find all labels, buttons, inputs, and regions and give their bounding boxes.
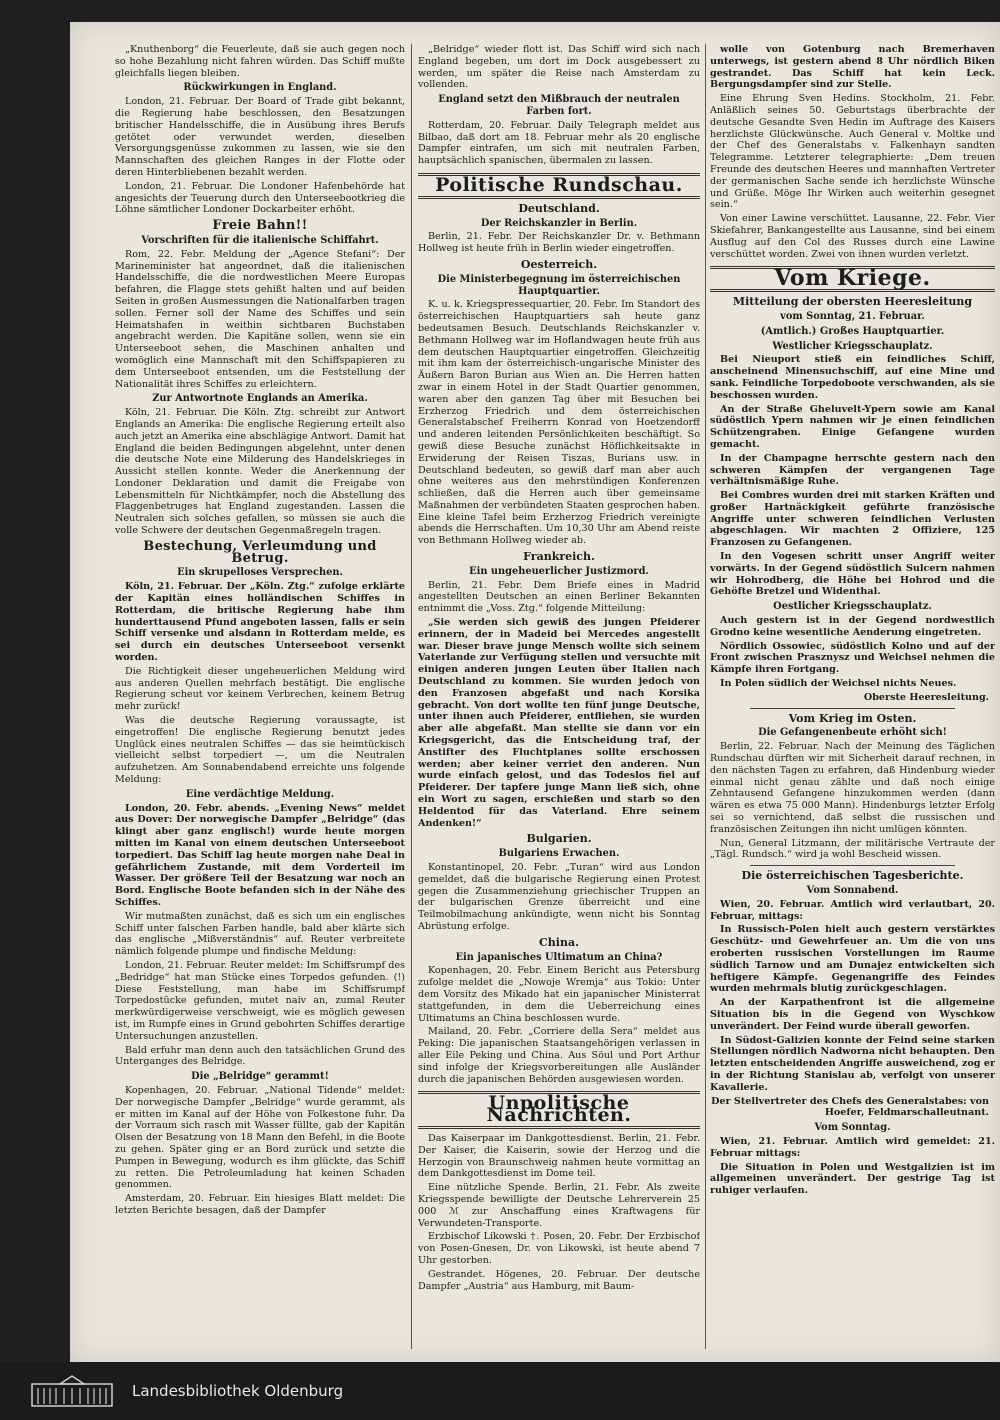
column-3 (710, 44, 995, 1349)
library-building-icon (30, 1374, 114, 1408)
article-subheading: Westlicher Kriegsschauplatz. (772, 340, 933, 352)
article-heading: Eine verdächtige Meldung. (185, 788, 335, 800)
country-heading: China. (539, 935, 579, 949)
article-paragraph: Erzbischof Likowski †. Posen, 20. Febr. Der Erzbischof von Posen-Gnesen, Dr. von Likowski, ist heute abend 7 Uhr gestorben. (418, 1231, 700, 1266)
article-paragraph: Auch gestern ist in der Gegend nordwestlich Grodno keine wesentliche Aenderung eingetreten. (710, 615, 995, 638)
article-paragraph: Das Kaiserpaar im Dankgottesdienst. Berlin, 21. Febr. Der Kaiser, die Kaiserin, sowie der Herzog und die Herzogin von Braunschweig nahmen heute vormittag an dem Dankgottesdienst im Dome teil. (418, 1132, 700, 1180)
article-paragraph: London, 21. Februar. Der Board of Trade gibt bekannt, die Regierung habe beschlossen, den Besatzungen britischer Handelsschiffe, die in Ausübung ihres Berufs getötet oder verwundet werden, dieselben Versorgungsgenüsse zukommen zu lassen, wie sie den Mannschaften des gleichen Ranges in der Flotte oder deren Hinterbliebenen bezahlt werden. (115, 96, 405, 178)
article-paragraph: In der Champagne herrschte gestern nach den schweren Kämpfen der vergangenen Tage verhältnismäßige Ruhe. (710, 452, 995, 488)
article-paragraph: Bei Nieuport stieß ein feindliches Schiff, anscheinend Minensuchschiff, auf eine Mine und sank. Feindliche Torpedoboote verschwanden, als sie beschossen wurden. (710, 354, 995, 401)
article-paragraph: Nun, General Litzmann, der militärische Vertraute der „Tägl. Rundsch.“ wird ja wohl Bescheid wissen. (710, 837, 995, 861)
article-heading: Der Reichskanzler in Berlin. (480, 217, 638, 229)
divider (750, 708, 955, 709)
column-rule (411, 44, 412, 1349)
article-paragraph: In Russisch-Polen hielt auch gestern verstärktes Geschütz- und Gewehrfeuer an. Um die von uns eroberten russischen Vorstellungen im Raume südlich Tarnow und am Dunajez entwickelten sich heftigere Kämpfe. Gegenangriffe des Feindes wurden mehrmals blutig zurückgeschlagen. (710, 924, 995, 995)
article-paragraph: Berlin, 21. Febr. Der Reichskanzler Dr. v. Bethmann Hollweg ist heute früh in Berlin wieder eingetroffen. (418, 231, 700, 255)
column-1 (115, 44, 405, 1349)
article-paragraph: „Knuthenborg“ die Feuerleute, daß sie auch gegen noch so hohe Bezahlung nicht fahren würden. Das Schiff mußte gleichfalls liegen bleiben. (115, 44, 405, 79)
article-paragraph: Konstantinopel, 20. Febr. „Turan“ wird aus London gemeldet, daß die bulgarische Regierung einen Protest gegen die Zusammenziehung griechischer Truppen an der bulgarischen Grenze überreicht und eine Teilmobilmachung ankündigte, wenn nicht bis Sonntag Abrüstung erfolge. (418, 862, 700, 932)
country-heading: Oesterreich. (520, 257, 598, 271)
article-paragraph: Was die deutsche Regierung voraussagte, ist eingetroffen! Die englische Regierung benutzt jedes Unglück eines neutralen Schiffes — das sie heimtückisch vielleicht selbst torpediert —, um die Neutralen aufzuhetzen. Am Sonnabendabend erreichte uns folgende Meldung: (115, 715, 405, 786)
library-footer (0, 1362, 1000, 1420)
country-heading: Deutschland. (518, 201, 600, 215)
column-2 (418, 44, 700, 1349)
article-heading: Ein ungeheuerlicher Justizmord. (469, 565, 649, 577)
article-paragraph: In Polen südlich der Weichsel nichts Neues. (720, 678, 957, 690)
article-paragraph: Eine nützliche Spende. Berlin, 21. Febr. Als zweite Kriegsspende bewilligte der Deutsche Lehrerverein 25 000 ℳ zur Anschaffung eines Kraftwagens für Verwundeten-Transporte. (418, 1182, 700, 1229)
article-paragraph: In den Vogesen schritt unser Angriff weiter vorwärts. In der Gegend südöstlich Sulcern nahmen wir Hohrodberg, die Höhe bei Hohrod und die Gehöfte Bretzel und Widenthal. (710, 551, 995, 598)
article-paragraph: wolle von Gotenburg nach Bremerhaven unterwegs, ist gestern abend 8 Uhr nördlich Biken gestrandet. Das Schiff hat kein Leck. Bergungsdampfer sind zur Stelle. (710, 44, 995, 91)
article-paragraph: Mailand, 20. Febr. „Corriere della Sera“ meldet aus Peking: Die japanischen Staatsangehörigen verlassen in aller Eile Peking und China. Aus Söul und Port Arthur sind infolge der Kriegsvorbereitungen alle Ausländer durch die japanischen Behörden ausgewiesen worden. (418, 1026, 700, 1085)
article-paragraph: Wien, 21. Februar. Amtlich wird gemeldet: 21. Februar mittags: (710, 1135, 995, 1159)
article-paragraph: Berlin, 21. Febr. Dem Briefe eines in Madrid angestellten Deutschen an einen Berliner Bekannten entnimmt die „Voss. Ztg.“ folgende Mitteilung: (418, 579, 700, 615)
article-subheading: Vom Sonnabend. (806, 885, 899, 896)
article-paragraph: Rotterdam, 20. Februar. Daily Telegraph meldet aus Bilbao, daß dort am 18. Februar mehr als 20 englische Dampfer eintrafen, um sich mit neutralen Farben, hauptsächlich spanischen, übermalen zu lassen. (418, 119, 700, 167)
article-heading: Rückwirkungen in England. (183, 82, 337, 94)
article-paragraph: Wien, 20. Februar. Amtlich wird verlautbart, 20. Februar, mittags: (710, 898, 995, 922)
article-subheading: (Amtlich.) Großes Hauptquartier. (760, 325, 945, 337)
library-name: Landesbibliothek Oldenburg (132, 1382, 344, 1400)
signature: Oberste Heeresleitung. (863, 691, 989, 703)
article-paragraph: An der Straße Gheluvelt-Ypern sowie am Kanal südöstlich Ypern nahmen wir je einen feindlichen Schützengraben. Einige Gefangene wurden gemacht. (710, 403, 995, 450)
article-paragraph: Bei Combres wurden drei mit starken Kräften und großer Hartnäckigkeit geführte französische Angriffe unter schweren feindlichen Verlusten abgeschlagen. Wir machten 2 Offiziere, 125 Franzosen zu Gefangenen. (710, 490, 995, 549)
section-banner: Unpolitische Nachrichten. (418, 1091, 700, 1129)
article-paragraph: Kopenhagen, 20. Februar. „National Tidende“ meldet: Der norwegische Dampfer „Belridge“ wurde gerammt, als er mitten im Kanal auf der Höhe von Folkestone fuhr. Da der Vorraum sich rasch mit Wasser füllte, gab der Kapitän Olsen der Besatzung von 18 Mann den Befehl, in die Boote zu gehen. Später ging er an Bord zurück und setzte die Pumpen in Bewegung, wodurch es ihm glückte, das Schiff zu retten. Die Petroleumladung hat keinen Schaden genommen. (115, 1084, 405, 1191)
article-paragraph: Köln, 21. Februar. Die Köln. Ztg. schreibt zur Antwort Englands an Amerika: Die englische Regierung erteilt also auch jetzt an Amerika eine abschlägige Antwort. Damit hat England die beiden Bedingungen abgelehnt, unter denen die deutsche Note eine Milderung des Handelskrieges in Aussicht stellen konnte. Weder die Anerkennung der Londoner Deklaration und damit die Freigabe von Lebensmitteln für Nichtkämpfer, noch die Abstellung des Flaggenbetruges hat England zugestanden. Lassen die Neutralen sich solches gefallen, so müssen sie auch die volle Schwere der deutschen Gegenmaßregeln tragen. (115, 407, 405, 537)
article-heading: Die österreichischen Tagesberichte. (741, 869, 964, 883)
article-heading: Vom Krieg im Osten. (788, 711, 917, 725)
article-heading: Bulgariens Erwachen. (498, 848, 620, 860)
article-paragraph: Eine Ehrung Sven Hedins. Stockholm, 21. Febr. Anläßlich seines 50. Geburtstags überbrachte der deutsche Gesandte Sven Hedin im Auftrage des Kaisers herzlichste Glückwünsche. Auch General v. Moltke und der Chef des Generalstabs v. Falkenhayn sandten Telegramme. Letzterer telegraphierte: „Dem treuen Freunde des deutschen Heeres und mannhaften Vertreter der germanischen Sache sende ich herzlichste Wünsche und Grüße. Möge Ihr Wirken auch weiterhin gesegnet sein.“ (710, 93, 995, 211)
article-heading: Mitteilung der obersten Heeresleitung (732, 295, 973, 309)
newspaper-page (70, 22, 1000, 1362)
article-paragraph: Die Situation in Polen und Westgalizien ist im allgemeinen unverändert. Der gestrige Tag ist ruhiger verlaufen. (710, 1161, 995, 1197)
article-paragraph: Von einer Lawine verschüttet. Lausanne, 22. Febr. Vier Skiefahrer, Bankangestellte aus Lausanne, sind bei einem Ausflug auf den Col des Russes durch eine Lawine verschüttet worden. Zwei von ihnen wurden verletzt. (710, 213, 995, 260)
article-heading: Vorschriften für die italienische Schiffahrt. (141, 234, 379, 246)
article-paragraph: Berlin, 22. Februar. Nach der Meinung des Täglichen Rundschau dürften wir mit Sicherheit darauf rechnen, in den nächsten Tagen zu erfahren, daß Hindenburg wieder einmal nicht genau zählte und daß noch einige Zehntausend Gefangene hinzukommen werden (dann wären es etwa 75 000 Mann). Hindenburgs letzter Erfolg sei so vernichtend, daß selbst die russischen und französischen Zeitungen ihn nicht umlügen könnten. (710, 741, 995, 835)
article-subheading: Vom Sonntag. (814, 1122, 891, 1134)
article-paragraph: Die Richtigkeit dieser ungeheuerlichen Meldung wird aus anderen Quellen mehrfach bestätigt. Die englische Regierung scheut vor keinem Verbrechen, keinem Betrug mehr zurück! (115, 665, 405, 713)
column-rule (705, 44, 706, 1349)
article-paragraph: London, 21. Februar. Die Londoner Hafenbehörde hat angesichts der Teuerung durch den Unterseebootkrieg die Löhne sämtlicher Londoner Dockarbeiter erhöht. (115, 180, 405, 216)
article-paragraph: Bald erfuhr man denn auch den tatsächlichen Grund des Unterganges des Belridge. (115, 1044, 405, 1068)
article-paragraph: London, 21. Februar. Reuter meldet: Im Schiffsrumpf des „Bedridge“ hat man Stücke eines Torpedos gefunden. (!) Diese Feststellung, man habe im Schiffsrumpf Torpedostücke gefunden, mutet naiv an, zumal Reuter merkwürdigerweise verschweigt, wie es möglich gewesen ist, im Rumpfe eines in Grund gebohrten Schiffes derartige Untersuchungen anzustellen. (115, 959, 405, 1042)
country-heading: Bulgarien. (526, 832, 592, 846)
signature: Der Stellvertreter des Chefs des Generalstabes: von Hoefer, Feldmarschalleutnant. (711, 1095, 989, 1119)
article-paragraph: London, 20. Febr. abends. „Evening News“ meldet aus Dover: Der norwegische Dampfer „Belridge“ (das klingt aber ganz englisch!) wurde heute morgen mitten im Kanal von einem deutschen Unterseeboot torpediert. Das Schiff lag heute morgen nahe Deal in gefährlichem Zustande, mit dem Vorderteil im Wasser. Der größere Teil der Besatzung war noch an Bord. Englische Boote befanden sich in der Nähe des Schiffes. (115, 802, 405, 908)
article-paragraph: „Sie werden sich gewiß des jungen Pfeiderer erinnern, der in Madeid bei Mercedes angestellt war. Dieser brave junge Mensch wollte sich seinem Vaterlande zur Verfügung stellen und versuchte mit einigen anderen jungen Leuten über Italien nach Deutschland zu kommen. Sie wurden jedoch von den Franzosen abgefaßt und nach Korsika gebracht. Von dort wollte ten fünf junge Deutsche, unter ihnen auch Pfeiderer, entfliehen, sie wurden aber alle abgefaßt. Man stellte sie dann vor ein Kriegsgericht, das die Entscheidung traf, der Anstifter des Fluchtplanes sollte erschossen werden; aber keiner verriet den anderen. Nun wurde einfach gelost, und das Todeslos fiel auf Pfeiderer. Der tapfere junge Mann ließ sich, ohne ein Wort zu sagen, erschießen und starb so den Heldentod für das Vaterland. Ehre seinem Andenken!“ (418, 617, 700, 829)
section-banner: Politische Rundschau. (418, 173, 700, 199)
article-paragraph: Amsterdam, 20. Februar. Ein hiesiges Blatt meldet: Die letzten Berichte besagen, daß der Dampfer (115, 1193, 405, 1216)
article-paragraph: An der Karpathenfront ist die allgemeine Situation bis in die Gegend von Wyschkow unverändert. Der Feind wurde überall geworfen. (710, 997, 995, 1032)
article-paragraph: „Belridge“ wieder flott ist. Das Schiff wird sich nach England begeben, um dort im Dock ausgebessert zu werden, um später die Reise nach Amsterdam zu vollenden. (418, 44, 700, 91)
article-paragraph: Kopenhagen, 20. Febr. Einem Bericht aus Petersburg zufolge meldet die „Nowoje Wremja“ aus Tokio: Unter dem Vorsitz des Mikado hat ein japanischer Ministerrat stattgefunden, in dem die Ueberreichung eines Ultimatums an China beschlossen wurde. (418, 965, 700, 1024)
article-heading: Zur Antwortnote Englands an Amerika. (152, 393, 368, 405)
section-heading: Freie Bahn!! (212, 218, 308, 234)
divider (750, 865, 955, 866)
article-heading: Ein japanisches Ultimatum an China? (455, 951, 663, 963)
country-heading: Frankreich. (523, 550, 595, 564)
article-paragraph: Wir mutmaßten zunächst, daß es sich um ein englisches Schiff unter falschen Farben handle, bald aber klärte sich das englische „Mißverständnis“ auf. Reuter verbreitete nämlich folgende plumpe und findische Meldung: (115, 910, 405, 958)
section-banner: Vom Kriege. (710, 266, 995, 292)
article-paragraph: In Südost-Galizien konnte der Feind seine starken Stellungen nördlich Nadworna nicht behaupten. Den letzten entscheidenden Angriffe ausweichend, zog er in der Richtung Stanislau ab, verfolgt von unserer Kavallerie. (710, 1034, 995, 1093)
article-subheading: Oestlicher Kriegsschauplatz. (773, 601, 932, 613)
article-paragraph: Köln, 21. Februar. Der „Köln. Ztg.“ zufolge erklärte der Kapitän eines holländischen Schiffes in Rotterdam, die britische Regierung habe ihm hunderttausend Pfund angeboten lassen, falls er sein Schiff versenke und alsdann in Rotterdam melde, es sei durch ein deutsches Unterseeboot versenkt worden. (115, 581, 405, 664)
article-heading: Die „Belridge“ gerammt! (191, 1071, 329, 1083)
article-paragraph: Gestrandet. Högenes, 20. Februar. Der deutsche Dampfer „Austria“ aus Hamburg, mit Baum- (418, 1268, 700, 1292)
article-heading: Die Ministerbegegnung im österreichischen Hauptquartier. (437, 273, 681, 297)
article-heading: England setzt den Mißbrauch der neutralen Farben fort. (438, 94, 680, 117)
section-heading: Bestechung, Verleumdung und Betrug. (143, 538, 377, 566)
article-subheading: Die Gefangenenbeute erhöht sich! (758, 727, 947, 739)
article-paragraph: Nördlich Ossowiec, südöstlich Kolno und auf der Front zwischen Prasznysz und Weichsel nehmen die Kämpfe ihren Fortgang. (710, 640, 995, 676)
article-paragraph: K. u. k. Kriegspressequartier, 20. Febr. Im Standort des österreichischen Hauptquartiers sah heute ganz bedeutsamen Besuch. Deutschlands Reichskanzler v. Bethmann Hollweg war im Hoflandwagen heute früh aus dem deutschen Hauptquartier eingetroffen. Gleichzeitig mit ihm kam der österreichisch-ungarische Minister des Äußern Baron Burian aus Wien an. Die Herren hatten zwar in einem Hotel in der Stadt Quartier genommen, waren aber den ganzen Tag über mit Besuchen bei Erzherzog Friedrich und dem österreichischen Generalstabschef Freiherrn Konrad von Hoetzendorff und anderen leitenden Persönlichkeiten beschäftigt. So gewiß diese Besuche zunächst Höflichkeitsakte in Erwiderung der Reisen Tiszas, Burians usw. in Deutschland bedeuten, so gewiß darf man aber auch ohne weiteres aus den mehrstündigen Konferenzen schließen, daß die Herren auch über gemeinsame Maßnahmen der verbündeten Staaten gesprochen haben. Eine kleine Tafel beim Erzherzog Friedrich vereinigte abends die Herrschaften. Um 10,30 Uhr am Abend reiste von Bethmann Hollweg wieder ab. (418, 299, 700, 547)
article-paragraph: Rom, 22. Febr. Meldung der „Agence Stefani“: Der Marineminister hat angeordnet, daß die italienischen Handelsschiffe, die die nordwestlichen Meere Europas befahren, die Flagge stets gehißt halten und auf beiden Seiten in großen Ausmessungen die Nationalfarben tragen sollen. Ferner soll der Name des Schiffes und sein Heimatshafen in weithin sichtbaren Buchstaben angebracht werden. Die Kapitäne sollen, wenn sie ein Unterseeboot sehen, die Maschinen anhalten und womöglich eine Mannschaft mit den Schiffspapieren zu dem Unterseeboot entsenden, um die Feststellung der Nationalität ihres Schiffes zu erleichtern. (115, 248, 405, 390)
article-subheading: vom Sonntag, 21. Februar. (780, 310, 925, 322)
article-heading: Ein skrupelloses Versprechen. (177, 567, 343, 579)
